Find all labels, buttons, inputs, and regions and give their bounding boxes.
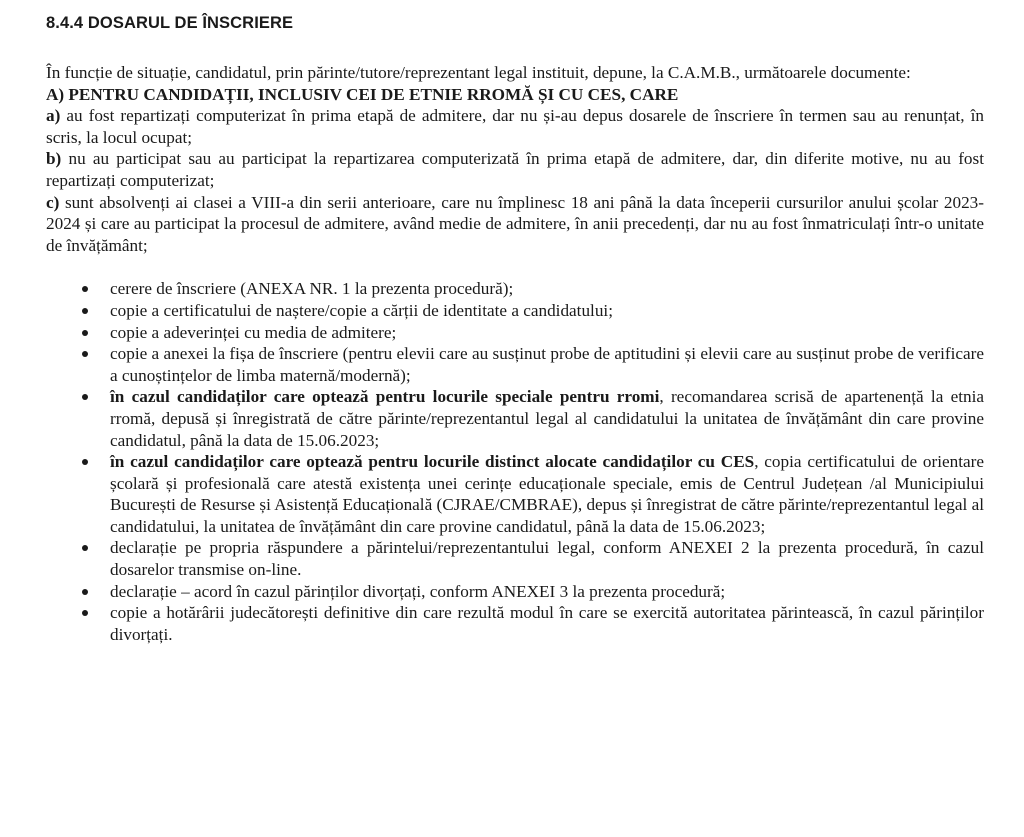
condition-c-label: c) — [46, 192, 60, 212]
document-item-bold: în cazul candidaților care optează pentru locurile speciale pentru rromi — [110, 387, 660, 407]
document-item-text: copie a hotărârii judecătorești definitive din care rezultă modul în care se exercită autoritatea părintească, în cazul părinților divorțați. — [110, 603, 984, 644]
document-item — [110, 278, 984, 300]
document-item — [110, 386, 984, 451]
condition-c — [46, 192, 984, 257]
document-item-text: , recomandarea scrisă de apartenență la etnia rromă, depusă și înregistrată de către părinte/reprezentantul legal al candidatului la unitatea de învățământ din care provine candidatul, până la data de 15.06.2023; — [110, 387, 984, 450]
section-heading: 8.4.4 DOSARUL DE ÎNSCRIERE — [46, 14, 294, 32]
document-item — [110, 581, 984, 603]
spacer — [46, 256, 984, 278]
condition-b-label: b) — [46, 149, 62, 169]
document-item-text: copie a adeverinței cu media de admitere; — [110, 322, 397, 342]
condition-a-label: a) — [46, 106, 61, 126]
document-item — [110, 451, 984, 537]
condition-b — [46, 148, 984, 191]
document-item — [110, 343, 984, 386]
document-item-text: declarație – acord în cazul părinților divorțați, conform ANEXEI 3 la prezenta procedură; — [110, 581, 726, 601]
document-item — [110, 602, 984, 645]
section-a-title: A) PENTRU CANDIDAȚII, INCLUSIV CEI DE ETNIE RROMĂ ȘI CU CES, CARE — [46, 84, 679, 104]
condition-c-text: sunt absolvenți ai clasei a VIII-a din serii anterioare, care nu împlinesc 18 ani până la data începerii cursurilor anului școlar 2023-2024 și care au participat la procesul de admitere, având medie de admitere, în anii precedenți, dar nu au fost înmatriculați într-o unitate de învățământ; — [46, 192, 984, 255]
document-item-text: cerere de înscriere (ANEXA NR. 1 la prezenta procedură); — [110, 279, 514, 299]
document-item — [110, 537, 984, 580]
document-item-text: declarație pe propria răspundere a părintelui/reprezentantului legal, conform ANEXEI 2 la prezenta procedură, în cazul dosarelor transmise on-line. — [110, 538, 984, 580]
document-item-bold: în cazul candidaților care optează pentru locurile distinct alocate candidaților cu CES — [110, 452, 755, 472]
document-item-text: , copia certificatului de orientare școlară și profesională care atestă existența unei cerințe educaționale speciale, emis de Centrul Județean /al Municipiului București de Resurse și Asistență Educațională (CJRAE/CMBRAE), depus și înregistrat de către părinte/reprezentantul legal al candidatului, la unitatea de învățământ din care provine candidatul, până la data de 15.06.2023; — [110, 452, 984, 536]
document-item — [110, 322, 984, 344]
condition-a — [46, 105, 984, 148]
document-item-text: copie a anexei la fișa de înscriere (pentru elevii care au susținut probe de aptitudini și elevii care au susținut probe de verificare a cunoștințelor de limba maternă/modernă); — [110, 344, 984, 385]
document-item — [110, 300, 984, 322]
documents-list — [46, 278, 984, 645]
document-item-text: copie a certificatului de naștere/copie a cărții de identitate a candidatului; — [110, 300, 613, 320]
intro-paragraph: În funcție de situație, candidatul, prin părinte/tutore/reprezentant legal instituit, depune, la C.A.M.B., următoarele documente: — [46, 63, 911, 82]
condition-a-text: au fost repartizați computerizat în prima etapă de admitere, dar nu și-au depus dosarele de înscriere în termen sau au renunțat, în scris, la locul ocupat; — [46, 106, 984, 147]
condition-b-text: nu au participat sau au participat la repartizarea computerizată în prima etapă de admitere, dar, din diferite motive, nu au fost repartizați computerizat; — [46, 149, 984, 190]
